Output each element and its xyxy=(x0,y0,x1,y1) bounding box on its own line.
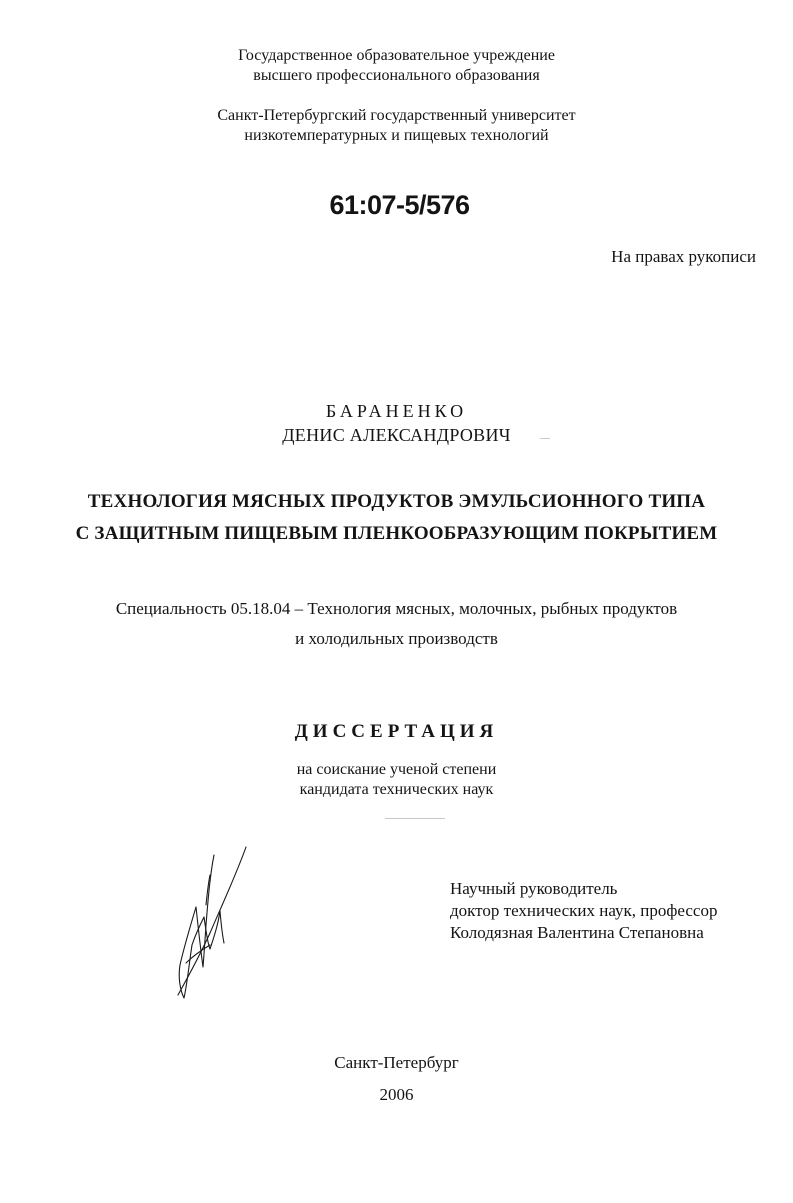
dissertation-title xyxy=(0,486,793,550)
university-line-1: Санкт-Петербургский государственный университет xyxy=(217,107,576,124)
university-line-2: низкотемпературных и пищевых технологий xyxy=(244,127,549,144)
institution-line-1: Государственное образовательное учреждение xyxy=(238,47,555,64)
document-type: ДИССЕРТАЦИЯ xyxy=(294,721,499,742)
specialty-line-2: и холодильных производств xyxy=(295,629,498,648)
supervisor-role: Научный руководитель xyxy=(450,879,618,898)
scan-speck xyxy=(385,818,445,819)
author-surname: БАРАНЕНКО xyxy=(325,401,468,421)
institution-line-2: высшего профессионального образования xyxy=(253,67,540,84)
title-line-2: С ЗАЩИТНЫМ ПИЩЕВЫМ ПЛЕНКООБРАЗУЮЩИМ ПОКРЫТИЕМ xyxy=(75,523,718,544)
scan-speck xyxy=(540,438,550,439)
catalog-code: 61:07-5/576 xyxy=(329,190,470,220)
city: Санкт-Петербург xyxy=(334,1053,459,1072)
specialty-line-1: Специальность 05.18.04 – Технология мясных, молочных, рыбных продуктов xyxy=(115,599,678,618)
signature-mark xyxy=(170,845,260,1005)
degree-line-2: кандидата технических наук xyxy=(299,781,494,798)
degree-sought xyxy=(0,760,793,800)
author-name: ДЕНИС АЛЕКСАНДРОВИЧ xyxy=(282,425,511,445)
specialty xyxy=(0,594,793,654)
supervisor-degree: доктор технических наук, профессор xyxy=(450,901,718,920)
year: 2006 xyxy=(379,1085,414,1104)
degree-line-1: на соискание ученой степени xyxy=(296,761,497,778)
supervisor-name: Колодязная Валентина Степановна xyxy=(450,923,704,942)
title-line-1: ТЕХНОЛОГИЯ МЯСНЫХ ПРОДУКТОВ ЭМУЛЬСИОННОГО ТИПА xyxy=(87,491,706,512)
university-name xyxy=(0,106,793,146)
institution-name xyxy=(0,46,793,86)
rights-note: На правах рукописи xyxy=(611,247,756,266)
supervisor-block xyxy=(450,878,717,944)
